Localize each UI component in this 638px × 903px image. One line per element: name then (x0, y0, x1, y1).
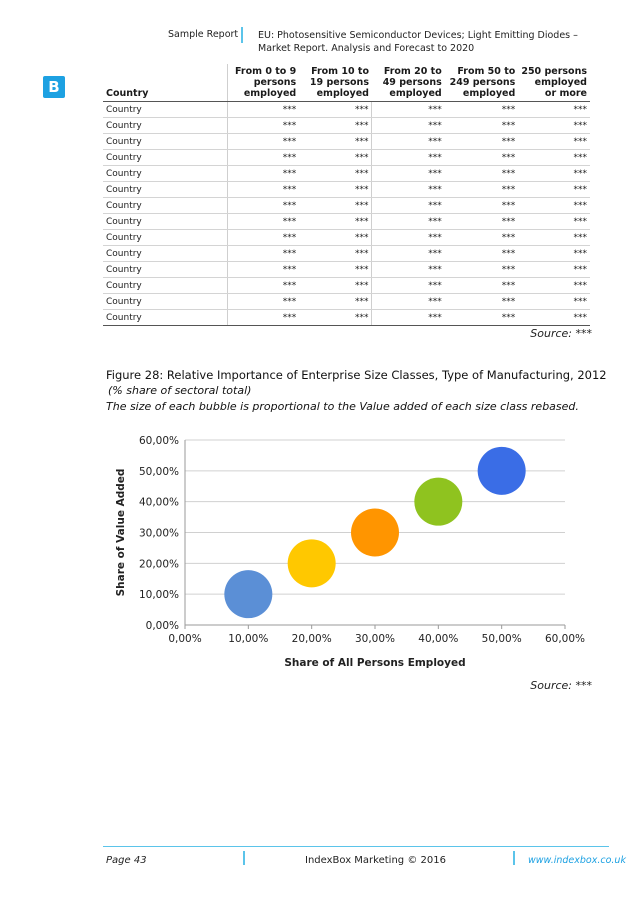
table-cell-value: *** (228, 118, 300, 134)
footer-copyright: IndexBox Marketing © 2016 (305, 855, 446, 866)
column-header-size-class: From 10 to 19 persons employed (299, 64, 372, 102)
table-cell-value: *** (445, 294, 519, 310)
table-cell-value: *** (299, 310, 372, 326)
report-title-line1: EU: Photosensitive Semiconductor Devices; Light Emitting Diodes – (258, 30, 578, 41)
table-cell-country: Country (103, 150, 228, 166)
table-cell-value: *** (299, 294, 372, 310)
y-tick-label: 10,00% (138, 589, 179, 602)
table-cell-value: *** (299, 102, 372, 118)
table-cell-value: *** (228, 278, 300, 294)
table-cell-value: *** (445, 230, 519, 246)
table-cell-value: *** (299, 198, 372, 214)
table-cell-value: *** (228, 150, 300, 166)
table-cell-value: *** (445, 262, 519, 278)
header-divider (241, 27, 243, 43)
table-cell-value: *** (372, 262, 445, 278)
page-number: Page 43 (106, 855, 147, 866)
table-row (103, 310, 590, 326)
table-cell-country: Country (103, 198, 228, 214)
table-cell-country: Country (103, 246, 228, 262)
table-cell-value: *** (372, 150, 445, 166)
column-header-size-class: 250 persons employed or more (518, 64, 590, 102)
table-cell-value: *** (372, 102, 445, 118)
table-row (103, 246, 590, 262)
report-title-line2: Market Report. Analysis and Forecast to 2020 (258, 43, 475, 54)
table-cell-value: *** (518, 166, 590, 182)
table-cell-value: *** (228, 262, 300, 278)
enterprise-size-table (103, 64, 590, 326)
table-cell-value: *** (299, 246, 372, 262)
table-cell-value: *** (372, 118, 445, 134)
table-cell-value: *** (228, 134, 300, 150)
table-cell-value: *** (518, 230, 590, 246)
table-row (103, 294, 590, 310)
report-title (258, 29, 588, 55)
table-cell-value: *** (445, 198, 519, 214)
y-tick-label: 20,00% (138, 558, 179, 571)
y-tick-label: 60,00% (138, 435, 179, 447)
column-header-country: Country (103, 64, 228, 102)
table-cell-value: *** (228, 214, 300, 230)
y-tick-label: 0,00% (145, 620, 179, 632)
bubble-point (351, 509, 399, 557)
table-cell-value: *** (445, 278, 519, 294)
table-row (103, 150, 590, 166)
table-cell-value: *** (518, 310, 590, 326)
bubble-point (224, 570, 272, 618)
table-cell-country: Country (103, 166, 228, 182)
table-row (103, 166, 590, 182)
table-cell-country: Country (103, 214, 228, 230)
table-cell-value: *** (228, 230, 300, 246)
x-tick-label: 30,00% (354, 633, 396, 645)
bubble-point (288, 539, 336, 587)
table-row (103, 262, 590, 278)
indexbox-logo-icon: B (43, 76, 65, 98)
table-row (103, 102, 590, 118)
x-tick-label: 60,00% (544, 633, 586, 645)
x-tick-label: 0,00% (168, 633, 202, 645)
table-cell-country: Country (103, 310, 228, 326)
table-cell-country: Country (103, 262, 228, 278)
table-row (103, 182, 590, 198)
table-cell-value: *** (372, 182, 445, 198)
table-cell-value: *** (228, 294, 300, 310)
table-cell-value: *** (518, 118, 590, 134)
table-cell-value: *** (372, 278, 445, 294)
table-cell-value: *** (445, 166, 519, 182)
table-cell-value: *** (445, 310, 519, 326)
table-cell-value: *** (228, 102, 300, 118)
table-cell-country: Country (103, 294, 228, 310)
table-cell-value: *** (299, 134, 372, 150)
table-cell-value: *** (445, 246, 519, 262)
table-cell-value: *** (372, 310, 445, 326)
table-row (103, 118, 590, 134)
table-cell-value: *** (445, 102, 519, 118)
table-header-row (103, 64, 590, 102)
figure-note: The size of each bubble is proportional to the Value added of each size class rebased. (106, 400, 579, 413)
y-tick-label: 40,00% (138, 496, 179, 509)
table-cell-value: *** (518, 134, 590, 150)
table-row (103, 198, 590, 214)
table-cell-value: *** (299, 230, 372, 246)
x-tick-label: 20,00% (291, 633, 332, 645)
table-cell-country: Country (103, 278, 228, 294)
figure-subtitle: (% share of sectoral total) (108, 384, 252, 397)
table-cell-value: *** (518, 198, 590, 214)
table-cell-value: *** (518, 246, 590, 262)
table-cell-value: *** (518, 214, 590, 230)
table-cell-value: *** (445, 214, 519, 230)
table-row (103, 230, 590, 246)
table-cell-value: *** (299, 214, 372, 230)
table-cell-value: *** (299, 166, 372, 182)
report-label: Sample Report (168, 29, 239, 40)
table-cell-value: *** (372, 198, 445, 214)
table-cell-value: *** (228, 198, 300, 214)
table-cell-value: *** (518, 182, 590, 198)
x-tick-label: 40,00% (418, 633, 459, 645)
table-cell-value: *** (299, 182, 372, 198)
y-tick-label: 30,00% (138, 527, 179, 540)
table-cell-value: *** (445, 134, 519, 150)
table-row (103, 134, 590, 150)
table-row (103, 278, 590, 294)
table-cell-value: *** (228, 182, 300, 198)
table-cell-value: *** (299, 262, 372, 278)
table-cell-country: Country (103, 134, 228, 150)
table-cell-value: *** (228, 246, 300, 262)
x-tick-label: 50,00% (481, 633, 522, 645)
table-cell-value: *** (228, 310, 300, 326)
table-cell-value: *** (518, 278, 590, 294)
table-cell-country: Country (103, 230, 228, 246)
table-cell-value: *** (445, 118, 519, 134)
y-axis-label: Share of Value Added (115, 468, 127, 597)
table-cell-value: *** (372, 230, 445, 246)
y-tick-label: 50,00% (138, 465, 179, 478)
figure-source: Source: *** (530, 679, 592, 692)
table-cell-value: *** (372, 214, 445, 230)
column-header-size-class: From 20 to 49 persons employed (372, 64, 445, 102)
table-cell-value: *** (518, 150, 590, 166)
x-tick-label: 10,00% (228, 633, 269, 645)
table-cell-value: *** (372, 134, 445, 150)
table-row (103, 214, 590, 230)
table-cell-country: Country (103, 102, 228, 118)
table-cell-value: *** (299, 278, 372, 294)
table-cell-value: *** (299, 118, 372, 134)
table-cell-country: Country (103, 182, 228, 198)
table-cell-value: *** (372, 166, 445, 182)
footer-divider-right (513, 851, 515, 865)
column-header-size-class: From 0 to 9 persons employed (228, 64, 300, 102)
bubble-point (414, 478, 462, 526)
table-cell-value: *** (228, 166, 300, 182)
footer-rule (103, 846, 609, 847)
table-source: Source: *** (530, 327, 592, 340)
table-cell-value: *** (518, 262, 590, 278)
bubble-chart (100, 428, 600, 673)
figure-title: Figure 28: Relative Importance of Enterprise Size Classes, Type of Manufacturing, 2012 (106, 368, 607, 382)
table-cell-country: Country (103, 118, 228, 134)
table-body (103, 102, 590, 326)
table-cell-value: *** (299, 150, 372, 166)
column-header-size-class: From 50 to 249 persons employed (445, 64, 519, 102)
bubble-point (478, 447, 526, 495)
x-axis-label: Share of All Persons Employed (284, 657, 466, 669)
table-cell-value: *** (445, 150, 519, 166)
table-cell-value: *** (518, 294, 590, 310)
table-cell-value: *** (372, 246, 445, 262)
footer-website-link[interactable]: www.indexbox.co.uk (528, 855, 626, 866)
table-cell-value: *** (445, 182, 519, 198)
footer-divider-left (243, 851, 245, 865)
table-cell-value: *** (518, 102, 590, 118)
table-cell-value: *** (372, 294, 445, 310)
